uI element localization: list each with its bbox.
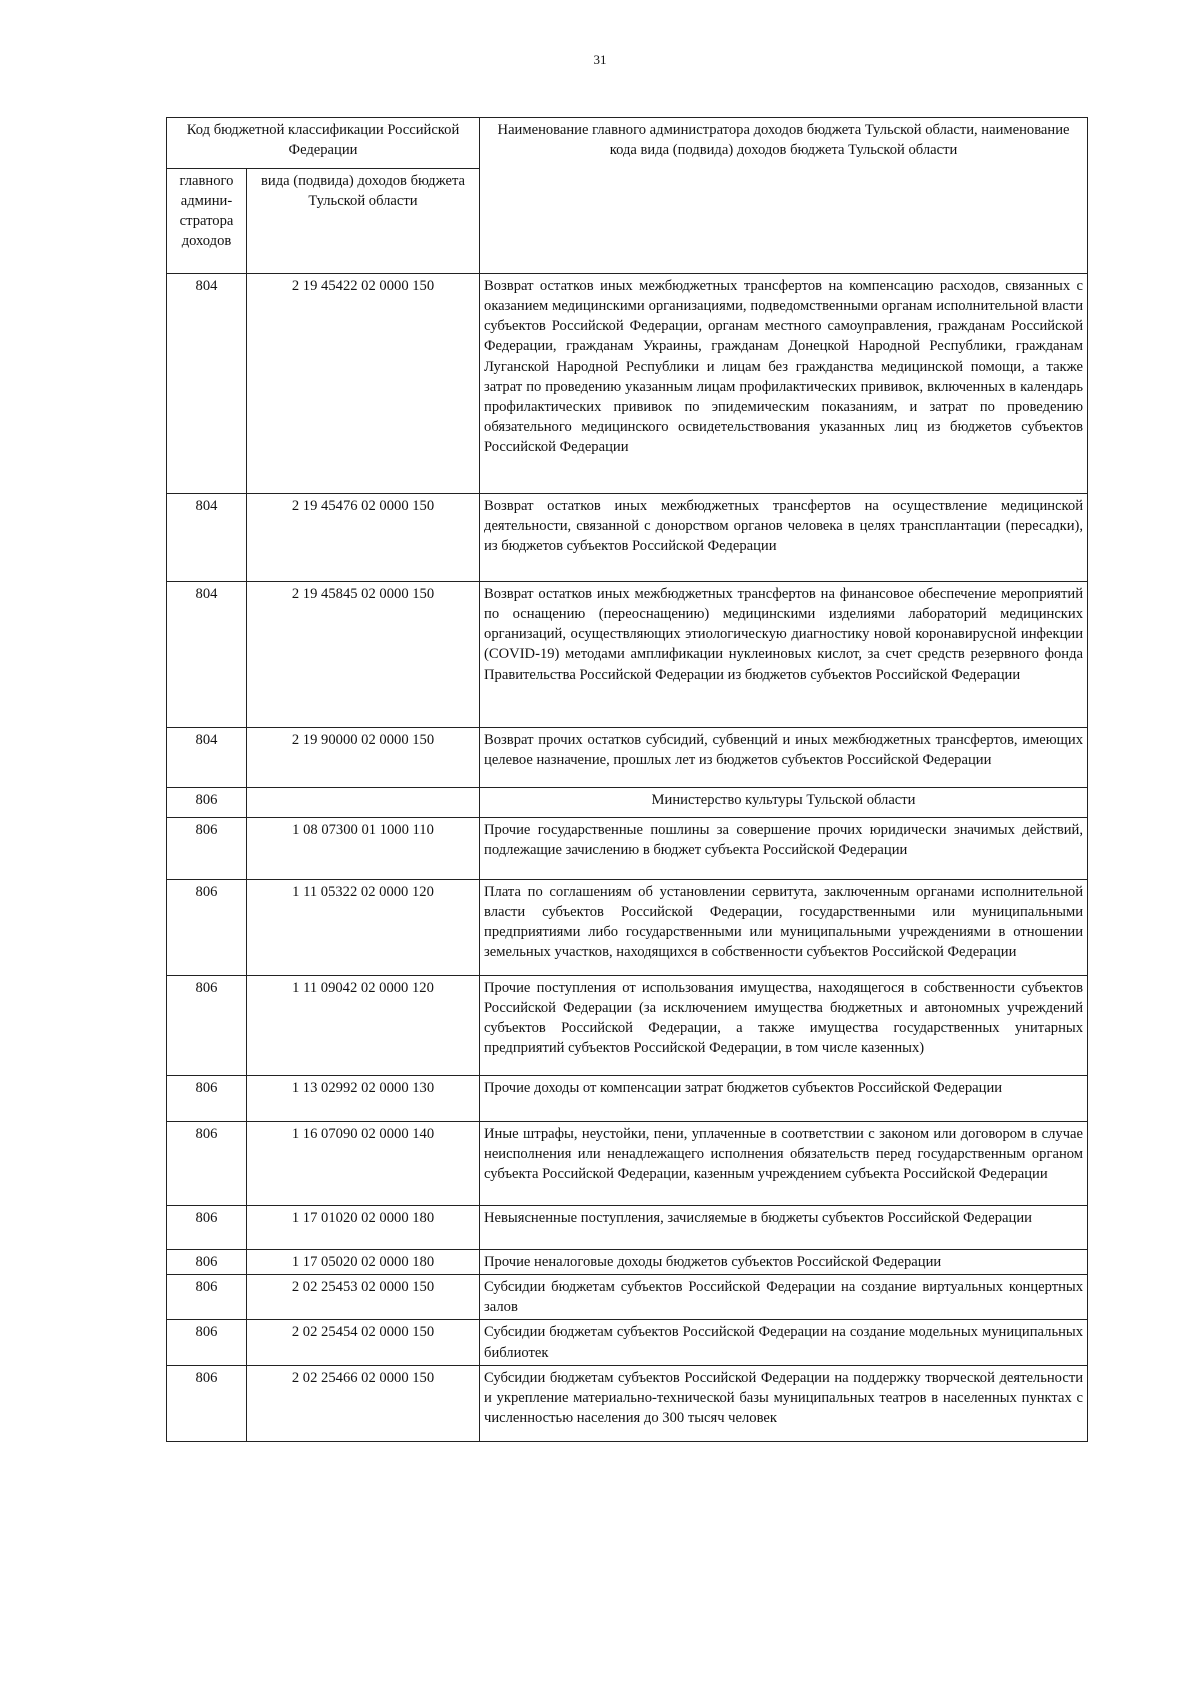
admin-code-cell: 804 [167, 728, 247, 788]
admin-code-cell: 806 [167, 880, 247, 976]
table-row [167, 1275, 1088, 1320]
table-row [167, 1365, 1088, 1441]
department-name-cell: Министерство культуры Тульской области [480, 788, 1088, 818]
admin-code-cell: 806 [167, 1122, 247, 1206]
admin-code-cell: 804 [167, 274, 247, 494]
admin-code-cell: 804 [167, 582, 247, 728]
income-code-cell: 1 11 09042 02 0000 120 [247, 976, 480, 1076]
table-row [167, 1076, 1088, 1122]
income-name-cell: Плата по соглашениям об установлении сервитута, заключенным органами исполнительной власти субъектов Российской Федерации, государственными или муниципальными предприятиями либо государственными или муниципальными учреждениями в отношении земельных участков, находящихся в собственности субъектов Российской Федерации [480, 880, 1088, 976]
income-code-cell [247, 788, 480, 818]
admin-code-cell: 806 [167, 1076, 247, 1122]
header-code: вида (подвида) доходов бюджета Тульской области [247, 169, 480, 274]
header-admin: главного админи-стратора доходов [167, 169, 247, 274]
income-code-cell: 2 19 90000 02 0000 150 [247, 728, 480, 788]
table-row [167, 880, 1088, 976]
income-code-cell: 2 02 25453 02 0000 150 [247, 1275, 480, 1320]
table-row [167, 1122, 1088, 1206]
income-name-cell: Прочие доходы от компенсации затрат бюджетов субъектов Российской Федерации [480, 1076, 1088, 1122]
admin-code-cell: 806 [167, 1275, 247, 1320]
income-code-cell: 1 13 02992 02 0000 130 [247, 1076, 480, 1122]
income-name-cell: Возврат остатков иных межбюджетных трансфертов на финансовое обеспечение мероприятий по оснащению (переоснащению) медицинскими изделиями лабораторий медицинских организаций, осуществляющих этиологическую диагностику новой коронавирусной инфекции (COVID-19) методами амплификации нуклеиновых кислот, за счет средств резервного фонда Правительства Российской Федерации из бюджетов субъектов Российской Федерации [480, 582, 1088, 728]
department-row [167, 788, 1088, 818]
admin-code-cell: 806 [167, 1250, 247, 1275]
income-name-cell: Субсидии бюджетам субъектов Российской Федерации на создание виртуальных концертных залов [480, 1275, 1088, 1320]
header-name: Наименование главного администратора доходов бюджета Тульской области, наименование кода вида (подвида) доходов бюджета Тульской области [480, 118, 1088, 274]
income-name-cell: Иные штрафы, неустойки, пени, уплаченные в соответствии с законом или договором в случае неисполнения или ненадлежащего исполнения обязательств перед государственным органом субъекта Российской Федерации, казенным учреждением субъекта Российской Федерации [480, 1122, 1088, 1206]
admin-code-cell: 806 [167, 1206, 247, 1250]
table-row [167, 1320, 1088, 1365]
income-name-cell: Субсидии бюджетам субъектов Российской Федерации на поддержку творческой деятельности и укрепление материально-технической базы муниципальных театров в населенных пунктах с численностью населения до 300 тысяч человек [480, 1365, 1088, 1441]
income-name-cell: Возврат остатков иных межбюджетных трансфертов на компенсацию расходов, связанных с оказанием медицинскими организациями, подведомственными органам исполнительной власти субъектов Российской Федерации, органам местного самоуправления, гражданам Российской Федерации, гражданам Украины, гражданам Донецкой Народной Республики, гражданам Луганской Народной Республики и лицам без гражданства медицинской помощи, а также затрат по проведению указанным лицам профилактических прививок, включенных в календарь профилактических прививок по эпидемическим показаниям, и затрат по проведению обязательного медицинского освидетельствования указанных лиц из бюджетов субъектов Российской Федерации [480, 274, 1088, 494]
income-name-cell: Возврат остатков иных межбюджетных трансфертов на осуществление медицинской деятельности, связанной с донорством органов человека в целях трансплантации (пересадки), из бюджетов субъектов Российской Федерации [480, 494, 1088, 582]
income-code-cell: 1 17 01020 02 0000 180 [247, 1206, 480, 1250]
income-code-cell: 2 02 25454 02 0000 150 [247, 1320, 480, 1365]
header-code-group: Код бюджетной классификации Российской Федерации [167, 118, 480, 169]
admin-code-cell: 806 [167, 1320, 247, 1365]
income-code-cell: 1 11 05322 02 0000 120 [247, 880, 480, 976]
page-number: 31 [593, 52, 607, 67]
income-name-cell: Невыясненные поступления, зачисляемые в бюджеты субъектов Российской Федерации [480, 1206, 1088, 1250]
table-row [167, 976, 1088, 1076]
admin-code-cell: 806 [167, 976, 247, 1076]
admin-code-cell: 806 [167, 788, 247, 818]
income-code-cell: 2 19 45476 02 0000 150 [247, 494, 480, 582]
income-code-cell: 1 08 07300 01 1000 110 [247, 818, 480, 880]
table-row [167, 274, 1088, 494]
admin-code-cell: 806 [167, 1365, 247, 1441]
table-row [167, 494, 1088, 582]
income-code-cell: 2 19 45845 02 0000 150 [247, 582, 480, 728]
admin-code-cell: 806 [167, 818, 247, 880]
income-code-cell: 1 16 07090 02 0000 140 [247, 1122, 480, 1206]
income-name-cell: Возврат прочих остатков субсидий, субвенций и иных межбюджетных трансфертов, имеющих целевое назначение, прошлых лет из бюджетов субъектов Российской Федерации [480, 728, 1088, 788]
income-name-cell: Субсидии бюджетам субъектов Российской Федерации на создание модельных муниципальных библиотек [480, 1320, 1088, 1365]
budget-classification-table [166, 117, 1088, 1442]
income-name-cell: Прочие государственные пошлины за совершение прочих юридически значимых действий, подлежащие зачислению в бюджет субъекта Российской Федерации [480, 818, 1088, 880]
income-name-cell: Прочие поступления от использования имущества, находящегося в собственности субъектов Российской Федерации (за исключением имущества бюджетных и автономных учреждений субъектов Российской Федерации, а также имущества государственных унитарных предприятий субъектов Российской Федерации, в том числе казенных) [480, 976, 1088, 1076]
table-row [167, 1206, 1088, 1250]
table-row [167, 582, 1088, 728]
table-row [167, 728, 1088, 788]
table-body [167, 274, 1088, 1442]
admin-code-cell: 804 [167, 494, 247, 582]
income-code-cell: 2 02 25466 02 0000 150 [247, 1365, 480, 1441]
table-row [167, 1250, 1088, 1275]
income-name-cell: Прочие неналоговые доходы бюджетов субъектов Российской Федерации [480, 1250, 1088, 1275]
income-code-cell: 2 19 45422 02 0000 150 [247, 274, 480, 494]
income-code-cell: 1 17 05020 02 0000 180 [247, 1250, 480, 1275]
table-row [167, 818, 1088, 880]
